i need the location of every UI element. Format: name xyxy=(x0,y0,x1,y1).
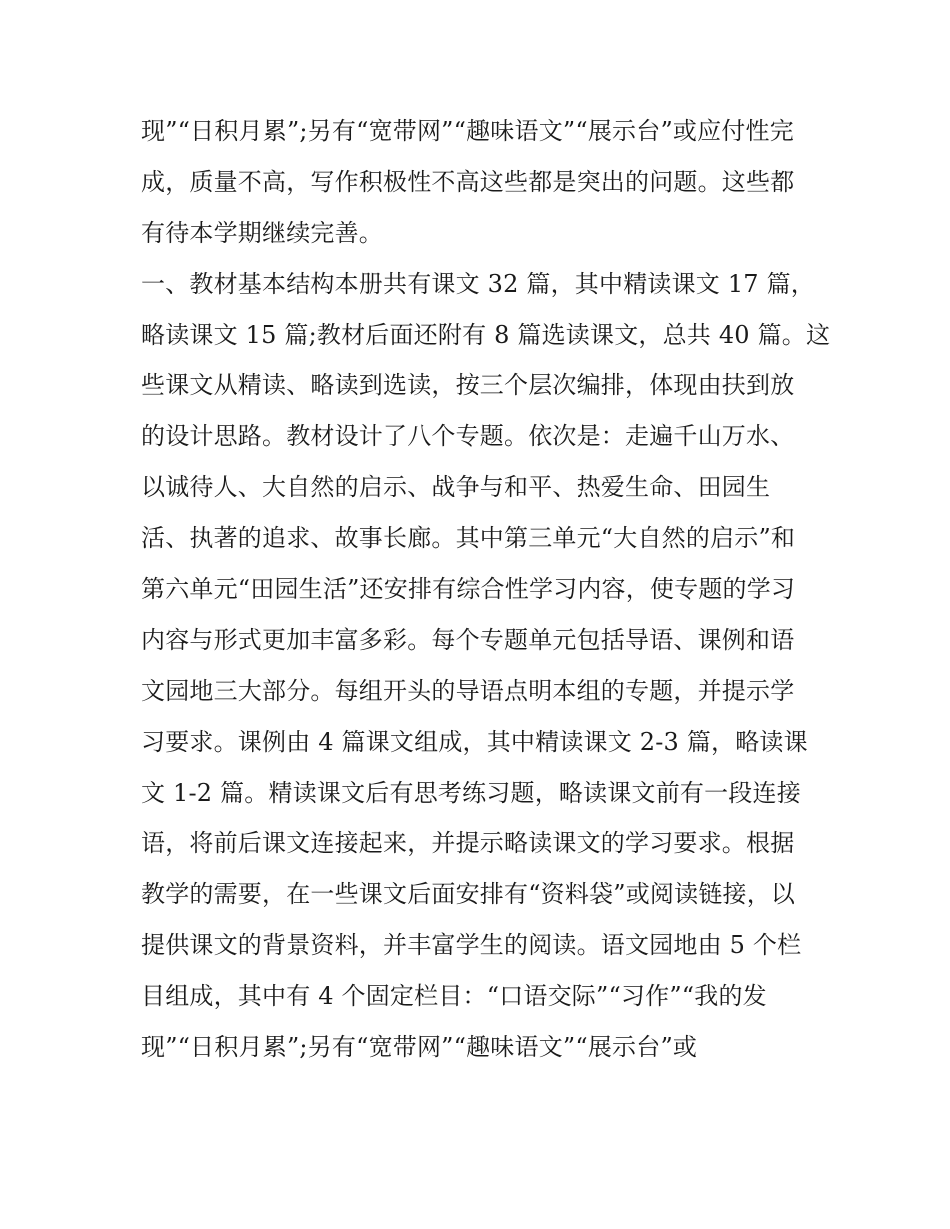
text-line-4: 一、教材基本结构本册共有课文 32 篇，其中精读课文 17 篇， xyxy=(141,269,815,298)
text-line-14: 文 1-2 篇。精读课文后有思考练习题，略读课文前有一段连接 xyxy=(141,778,801,807)
text-line-12: 文园地三大部分。每组开头的导语点明本组的专题，并提示学 xyxy=(141,676,795,705)
text-line-18: 目组成，其中有 4 个固定栏目：“口语交际”“习作”“我的发 xyxy=(141,982,767,1011)
text-line-7: 的设计思路。教材设计了八个专题。依次是：走遍千山万水、 xyxy=(141,422,795,451)
text-line-3: 有待本学期继续完善。 xyxy=(141,218,383,247)
text-line-9: 活、执著的追求、故事长廊。其中第三单元“大自然的启示”和 xyxy=(141,524,796,553)
text-line-13: 习要求。课例由 4 篇课文组成，其中精读课文 2-3 篇，略读课 xyxy=(141,727,808,756)
text-line-8: 以诚待人、大自然的启示、战争与和平、热爱生命、田园生 xyxy=(141,473,771,502)
text-line-1: 现”“日积月累”;另有“宽带网”“趣味语文”“展示台”或应付性完 xyxy=(141,117,794,145)
body-text xyxy=(141,106,831,1073)
text-line-15: 语，将前后课文连接起来，并提示略读课文的学习要求。根据 xyxy=(141,829,795,858)
text-line-6: 些课文从精读、略读到选读，按三个层次编排，体现由扶到放 xyxy=(141,371,795,400)
text-line-11: 内容与形式更加丰富多彩。每个专题单元包括导语、课例和语 xyxy=(141,625,795,654)
text-line-19: 现”“日积月累”;另有“宽带网”“趣味语文”“展示台”或 xyxy=(141,1033,698,1062)
text-line-17: 提供课文的背景资料，并丰富学生的阅读。语文园地由 5 个栏 xyxy=(141,931,802,960)
text-line-2: 成，质量不高，写作积极性不高这些都是突出的问题。这些都 xyxy=(141,167,795,196)
text-line-16: 教学的需要，在一些课文后面安排有“资料袋”或阅读链接，以 xyxy=(141,880,796,909)
text-line-5: 略读课文 15 篇;教材后面还附有 8 篇选读课文，总共 40 篇。这 xyxy=(141,320,831,349)
text-line-10: 第六单元“田园生活”还安排有综合性学习内容，使专题的学习 xyxy=(141,575,796,604)
